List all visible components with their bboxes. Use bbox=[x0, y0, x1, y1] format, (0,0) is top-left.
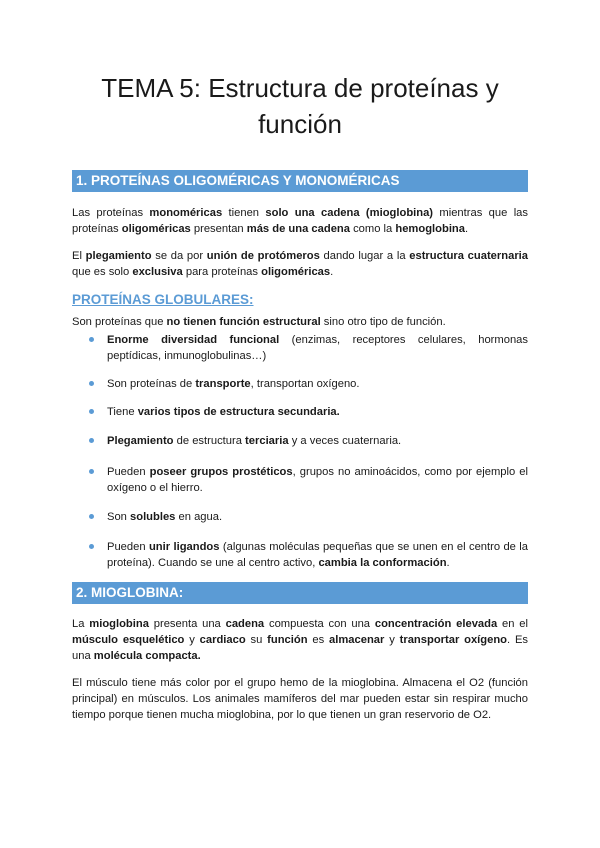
section-2-paragraph-2: El músculo tiene más color por el grupo hemo de la mioglobina. Almacena el O2 (función principal) en músculos. Los animales mamíferos del mar pueden estar sin respirar mucho tiempo porque tienen mucha mioglobina, por lo que tienen un gran reservorio de O2. bbox=[72, 677, 528, 721]
bullet-text: Son solubles en agua. bbox=[107, 511, 223, 523]
bold-text: cadena bbox=[225, 618, 265, 630]
bullet-item bbox=[72, 332, 528, 364]
bold-text: almacenar bbox=[329, 634, 385, 646]
bold-text: Enorme diversidad funcional bbox=[107, 334, 280, 346]
section-2-paragraph-1: La mioglobina presenta una cadena compuesta con una concentración elevada en el músculo esquelético y cardiaco su función es almacenar y transportar oxígeno. Es una molécula compacta. bbox=[72, 618, 529, 662]
bullet-item bbox=[72, 376, 528, 392]
bullet-text: Tiene varios tipos de estructura secundaria. bbox=[107, 406, 340, 418]
bullet-text: Enorme diversidad funcional (enzimas, receptores celulares, hormonas peptídicas, inmunoglobulinas…) bbox=[107, 334, 528, 362]
bullet-dot-icon bbox=[89, 544, 94, 549]
bold-text: mioglobina bbox=[89, 618, 149, 630]
bullet-dot-icon bbox=[89, 337, 94, 342]
section-1-paragraph-1: Las proteínas monoméricas tienen solo una cadena (mioglobina) mientras que las proteínas oligoméricas presentan más de una cadena como la hemoglobina. bbox=[72, 207, 529, 235]
bullet-dot-icon bbox=[89, 409, 94, 414]
bold-text: hemoglobina bbox=[395, 223, 465, 235]
bullet-item bbox=[72, 509, 528, 525]
bold-text: cambia la conformación bbox=[318, 557, 447, 569]
bold-text: unir ligandos bbox=[148, 541, 220, 553]
globulares-intro: Son proteínas que no tienen función estructural sino otro tipo de función. bbox=[72, 316, 446, 328]
bold-text: exclusiva bbox=[132, 266, 183, 278]
bold-text: solubles bbox=[130, 511, 176, 523]
bold-text: Plegamiento bbox=[107, 435, 174, 447]
bold-text: concentración elevada bbox=[374, 618, 498, 630]
bullet-text: Pueden poseer grupos prostéticos, grupos no aminoácidos, como por ejemplo el oxígeno o el hierro. bbox=[107, 466, 528, 494]
bullet-item bbox=[72, 433, 528, 449]
bullet-dot-icon bbox=[89, 438, 94, 443]
bullet-text: Plegamiento de estructura terciaria y a veces cuaternaria. bbox=[107, 435, 402, 447]
bold-text: cardiaco bbox=[199, 634, 246, 646]
bullet-item bbox=[72, 404, 528, 420]
bold-text: unión de protómeros bbox=[206, 250, 320, 262]
bold-text: transporte bbox=[195, 378, 251, 390]
bullet-dot-icon bbox=[89, 381, 94, 386]
bullet-dot-icon bbox=[89, 514, 94, 519]
bullet-text: Pueden unir ligandos (algunas moléculas pequeñas que se unen en el centro de la proteína). Cuando se une al centro activo, cambia la conformación. bbox=[107, 541, 529, 569]
bold-text: músculo esquelético bbox=[72, 634, 185, 646]
bold-text: terciaria bbox=[245, 435, 289, 447]
section-1-paragraph-2: El plegamiento se da por unión de protómeros dando lugar a la estructura cuaternaria que es solo exclusiva para proteínas oligoméricas. bbox=[72, 250, 528, 278]
bold-text: no tienen función estructural bbox=[166, 316, 321, 328]
bold-text: oligoméricas bbox=[121, 223, 191, 235]
bullet-text: Son proteínas de transporte, transportan oxígeno. bbox=[107, 378, 360, 390]
bold-text: más de una cadena bbox=[246, 223, 350, 235]
bold-text: varios tipos de estructura secundaria. bbox=[137, 406, 340, 418]
bold-text: oligoméricas bbox=[261, 266, 331, 278]
globulares-heading: PROTEÍNAS GLOBULARES: bbox=[72, 292, 254, 307]
bold-text: molécula compacta. bbox=[93, 650, 201, 662]
bold-text: monoméricas bbox=[149, 207, 223, 219]
bold-text: poseer grupos prostéticos bbox=[149, 466, 293, 478]
document-title: TEMA 5: Estructura de proteínas y función bbox=[101, 73, 499, 139]
bold-text: transportar oxígeno bbox=[399, 634, 508, 646]
bullet-dot-icon bbox=[89, 469, 94, 474]
section-2-heading: 2. MIOGLOBINA: bbox=[72, 582, 528, 604]
bold-text: plegamiento bbox=[85, 250, 152, 262]
bold-text: función bbox=[267, 634, 308, 646]
section-1-heading: 1. PROTEÍNAS OLIGOMÉRICAS Y MONOMÉRICAS bbox=[72, 170, 528, 192]
bullet-item bbox=[72, 539, 528, 571]
bold-text: estructura cuaternaria bbox=[409, 250, 528, 262]
bullet-item bbox=[72, 464, 528, 496]
bold-text: solo una cadena (mioglobina) bbox=[265, 207, 434, 219]
